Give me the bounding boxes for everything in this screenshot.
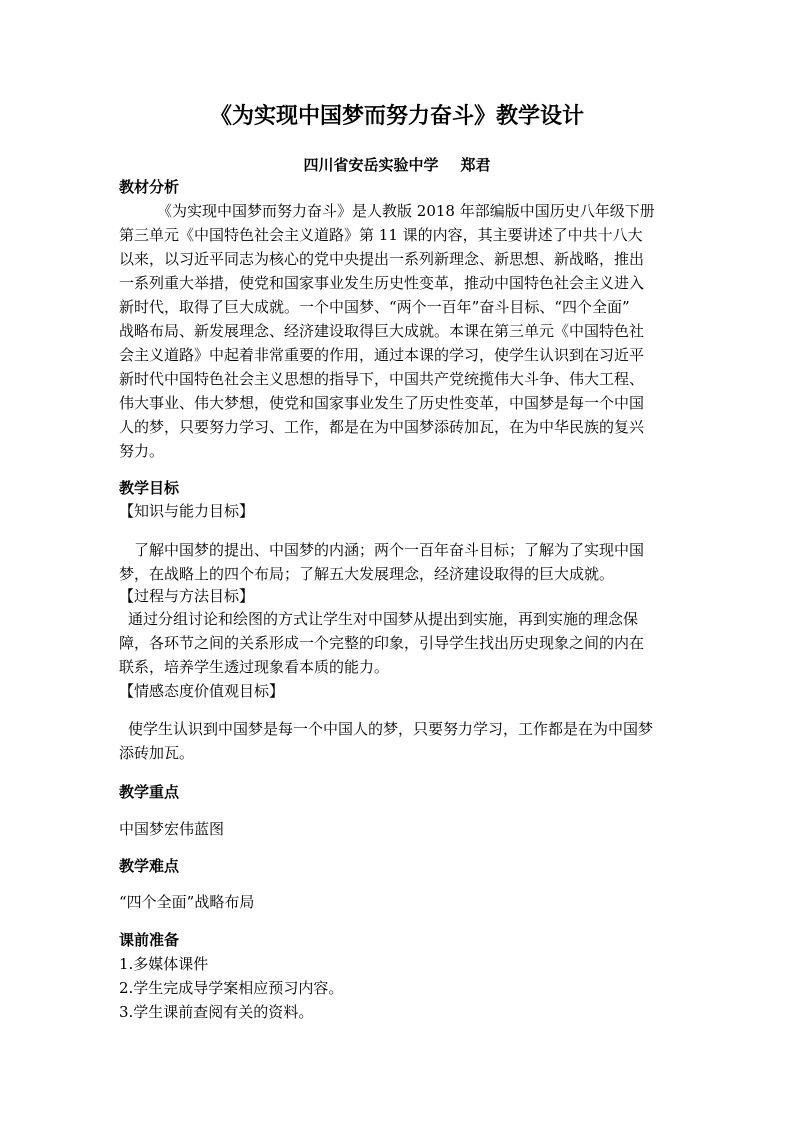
heading-difficulty: 教学难点 xyxy=(119,857,180,875)
analysis-line: 人的梦，只要努力学习、工作，都是在为中国梦添砖加瓦，在为中华民族的复兴 xyxy=(119,418,645,436)
goal-process-line: 通过分组讨论和绘图的方式让学生对中国梦从提出到实施，再到实施的理念保 xyxy=(128,610,639,628)
document-title: 《为实现中国梦而努力奋斗》教学设计 xyxy=(209,104,584,129)
author-line xyxy=(0,154,794,176)
goal-process-paragraph xyxy=(119,607,679,679)
key-point-text: 中国梦宏伟蓝图 xyxy=(119,820,225,838)
goal-emotion-line: 使学生认识到中国梦是每一个中国人的梦，只要努力学习，工作都是在为中国梦 xyxy=(128,720,654,738)
author-school: 四川省安岳实验中学 xyxy=(303,156,439,174)
author-name: 郑君 xyxy=(460,156,491,174)
goal-knowledge-line: 了解中国梦的提出、中国梦的内涵；两个一百年奋斗目标；了解为了实现中国 xyxy=(134,541,645,559)
heading-goals: 教学目标 xyxy=(119,479,180,497)
analysis-line: 努力。 xyxy=(119,442,165,460)
analysis-line: 一系列重大举措，使党和国家事业发生历史性变革，推动中国特色社会主义进入 xyxy=(119,274,645,292)
goal-emotion-label: 【情感态度价值观目标】 xyxy=(119,682,285,700)
goal-process-line: 障，各环节之间的关系形成一个完整的印象，引导学生找出历史现象之间的内在 xyxy=(119,634,645,652)
goal-knowledge-paragraph xyxy=(119,538,679,586)
goal-knowledge-label: 【知识与能力目标】 xyxy=(119,502,255,520)
heading-preparation: 课前准备 xyxy=(119,931,180,949)
analysis-line: 第三单元《中国特色社会主义道路》第 11 课的内容，其主要讲述了中共十八大 xyxy=(119,226,643,244)
goal-emotion-paragraph xyxy=(119,717,679,765)
difficulty-text: “四个全面”战略布局 xyxy=(119,893,255,911)
analysis-line: 《为实现中国梦而努力奋斗》是人教版 2018 年部编版中国历史八年级下册 xyxy=(157,202,655,220)
preparation-item: 2.学生完成导学案相应预习内容。 xyxy=(119,979,344,997)
goal-emotion-line: 添砖加瓦。 xyxy=(119,744,195,762)
preparation-item: 3.学生课前查阅有关的资料。 xyxy=(119,1003,314,1021)
analysis-line: 会主义道路》中起着非常重要的作用，通过本课的学习，使学生认识到在习近平 xyxy=(119,346,645,364)
preparation-item: 1.多媒体课件 xyxy=(119,955,209,973)
goal-process-line: 联系，培养学生透过现象看本质的能力。 xyxy=(119,658,390,676)
analysis-line: 新时代，取得了巨大成就。一个中国梦、“两个一百年”奋斗目标、“四个全面” xyxy=(119,298,630,316)
analysis-paragraph xyxy=(119,199,679,463)
heading-key-point: 教学重点 xyxy=(119,783,180,801)
goal-knowledge-line: 梦，在战略上的四个布局；了解五大发展理念，经济建设取得的巨大成就。 xyxy=(119,565,615,583)
analysis-line: 新时代中国特色社会主义思想的指导下，中国共产党统揽伟大斗争、伟大工程、 xyxy=(119,370,645,388)
goal-process-label: 【过程与方法目标】 xyxy=(119,587,255,605)
analysis-line: 伟大事业、伟大梦想，使党和国家事业发生了历史性变革，中国梦是每一个中国 xyxy=(119,394,645,412)
analysis-line: 战略布局、新发展理念、经济建设取得巨大成就。本课在第三单元《中国特色社 xyxy=(119,322,645,340)
heading-analysis: 教材分析 xyxy=(119,178,180,196)
analysis-line: 以来，以习近平同志为核心的党中央提出一系列新理念、新思想、新战略，推出 xyxy=(119,250,645,268)
